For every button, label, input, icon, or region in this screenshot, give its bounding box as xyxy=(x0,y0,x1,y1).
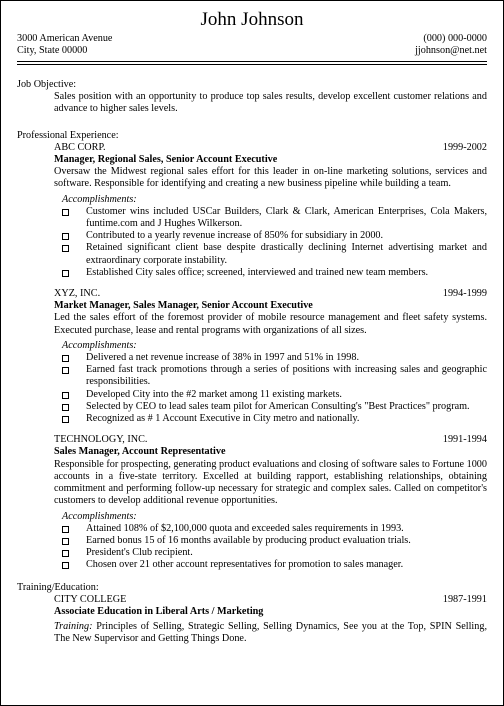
accomplishment-text: Earned bonus 15 of 16 months available by producing product evaluation trials. xyxy=(86,534,411,546)
checkbox-bullet-icon xyxy=(62,209,69,216)
address-line-1: 3000 American Avenue xyxy=(17,33,113,44)
job-title: Market Manager, Sales Manager, Senior Account Executive xyxy=(54,300,313,312)
header-divider-top xyxy=(17,61,487,62)
checkbox-bullet-icon xyxy=(62,538,69,545)
job-description: Oversaw the Midwest regional sales effort for this leader in on-line marketing solutions, services and software. Responsible for identifying and creating a new business pipeline while building a team. xyxy=(54,166,487,190)
accomplishment-text: Earned fast track promotions through a series of positions with increasing sales and geographic responsibilities. xyxy=(86,364,487,388)
experience-list xyxy=(17,142,487,572)
accomplishment-item xyxy=(62,206,487,230)
school-name: CITY COLLEGE xyxy=(54,593,127,605)
checkbox-bullet-icon xyxy=(62,355,69,362)
header-divider-bottom xyxy=(17,64,487,65)
job-dates: 1991-1994 xyxy=(442,434,487,446)
accomplishment-item xyxy=(62,535,487,547)
accomplishment-text: Recognized as # 1 Account Executive in City metro and nationally. xyxy=(86,413,360,425)
checkbox-bullet-icon xyxy=(62,416,69,423)
accomplishment-text: President's Club recipient. xyxy=(86,547,193,559)
company-row xyxy=(54,434,487,446)
job-description: Responsible for prospecting, generating product evaluations and closing of software sales to Fortune 1000 accounts in a five-state territory. Excelled at building rapport, establishing relationships, obtaining commitment and performing follow-up necessary for strategic and complex sales. Called on competitor's customers to develop additional revenue opportunities. xyxy=(54,458,487,507)
accomplishments-label: Accomplishments: xyxy=(62,510,137,522)
job-title: Sales Manager, Account Representative xyxy=(54,446,226,458)
job-description: Led the sales effort of the foremost provider of mobile resource management and fleet safety systems. Executed purchase, lease and rental programs with organizations of all sizes. xyxy=(54,312,487,336)
objective-text: Sales position with an opportunity to produce top sales results, develop excellent customer relations and advance to higher sales levels. xyxy=(54,91,487,115)
accomplishment-text: Chosen over 21 other account representatives for promotion to sales manager. xyxy=(86,559,404,571)
contact-row-2 xyxy=(17,45,487,57)
accomplishment-text: Contributed to a yearly revenue increase of 850% for subsidiary in 2000. xyxy=(86,230,384,242)
accomplishment-text: Delivered a net revenue increase of 38% in 1997 and 51% in 1998. xyxy=(86,352,359,364)
company-name: ABC CORP. xyxy=(54,141,106,153)
education-block xyxy=(17,594,487,646)
checkbox-bullet-icon xyxy=(62,526,69,533)
training-label: Training: xyxy=(54,621,93,633)
company-row xyxy=(54,142,487,154)
company-name: TECHNOLOGY, INC. xyxy=(54,434,148,446)
contact-row-1 xyxy=(17,33,487,45)
job-title: Manager, Regional Sales, Senior Account Executive xyxy=(54,154,278,166)
education-heading: Training/Education: xyxy=(17,581,99,593)
accomplishments-list xyxy=(54,352,487,425)
accomplishment-text: Developed City into the #2 market among 11 existing markets. xyxy=(86,388,342,400)
address-line-2: City, State 00000 xyxy=(17,44,88,56)
job-dates: 1994-1999 xyxy=(442,288,487,300)
checkbox-bullet-icon xyxy=(62,550,69,557)
accomplishments-label: Accomplishments: xyxy=(62,193,137,205)
accomplishment-text: Customer wins included USCar Builders, Clark & Clark, American Enterprises, Cola Makers, funtime.com and J Hughes Wilkerson. xyxy=(86,205,487,230)
accomplishment-item xyxy=(62,267,487,279)
degree-title: Associate Education in Liberal Arts / Marketing xyxy=(54,605,264,617)
company-name: XYZ, INC. xyxy=(54,288,101,300)
accomplishment-text: Selected by CEO to lead sales team pilot for American Consulting's "Best Practices" program. xyxy=(86,400,470,412)
job-entry xyxy=(54,434,487,571)
accomplishment-item xyxy=(62,559,487,571)
accomplishment-item xyxy=(62,413,487,425)
checkbox-bullet-icon xyxy=(62,562,69,569)
objective-heading: Job Objective: xyxy=(17,79,77,90)
phone-number: (000) 000-0000 xyxy=(423,33,487,44)
accomplishment-item xyxy=(62,547,487,559)
checkbox-bullet-icon xyxy=(62,367,69,374)
training-text: Principles of Selling, Strategic Selling, Selling Dynamics, See you at the Top, SPIN Selling, The New Supervisor and Getting Things Done. xyxy=(54,621,487,645)
company-row xyxy=(54,288,487,300)
school-row xyxy=(54,594,487,606)
accomplishment-item xyxy=(62,352,487,364)
accomplishments-label: Accomplishments: xyxy=(62,339,137,351)
job-entry xyxy=(54,288,487,425)
accomplishment-item xyxy=(62,523,487,535)
experience-heading: Professional Experience: xyxy=(17,129,119,141)
accomplishment-text: Retained significant client base despite drastically declining Internet advertising market and extraordinary corporate instability. xyxy=(86,242,487,266)
job-dates: 1999-2002 xyxy=(442,141,487,153)
email-address: jjohnson@net.net xyxy=(415,44,487,56)
checkbox-bullet-icon xyxy=(62,233,69,240)
accomplishment-item xyxy=(62,401,487,413)
accomplishment-item xyxy=(62,364,487,388)
accomplishments-list xyxy=(54,523,487,572)
accomplishment-item xyxy=(62,389,487,401)
checkbox-bullet-icon xyxy=(62,404,69,411)
accomplishment-text: Established City sales office; screened, interviewed and trained new team members. xyxy=(86,266,429,278)
checkbox-bullet-icon xyxy=(62,392,69,399)
accomplishment-item xyxy=(62,242,487,266)
accomplishment-item xyxy=(62,230,487,242)
checkbox-bullet-icon xyxy=(62,270,69,277)
checkbox-bullet-icon xyxy=(62,245,69,252)
education-dates: 1987-1991 xyxy=(442,593,487,605)
accomplishments-list xyxy=(54,206,487,279)
job-entry xyxy=(54,142,487,279)
training-paragraph xyxy=(54,621,487,645)
accomplishment-text: Attained 108% of $2,100,000 quota and exceeded sales requirements in 1993. xyxy=(86,522,404,534)
candidate-name: John Johnson xyxy=(200,9,304,30)
